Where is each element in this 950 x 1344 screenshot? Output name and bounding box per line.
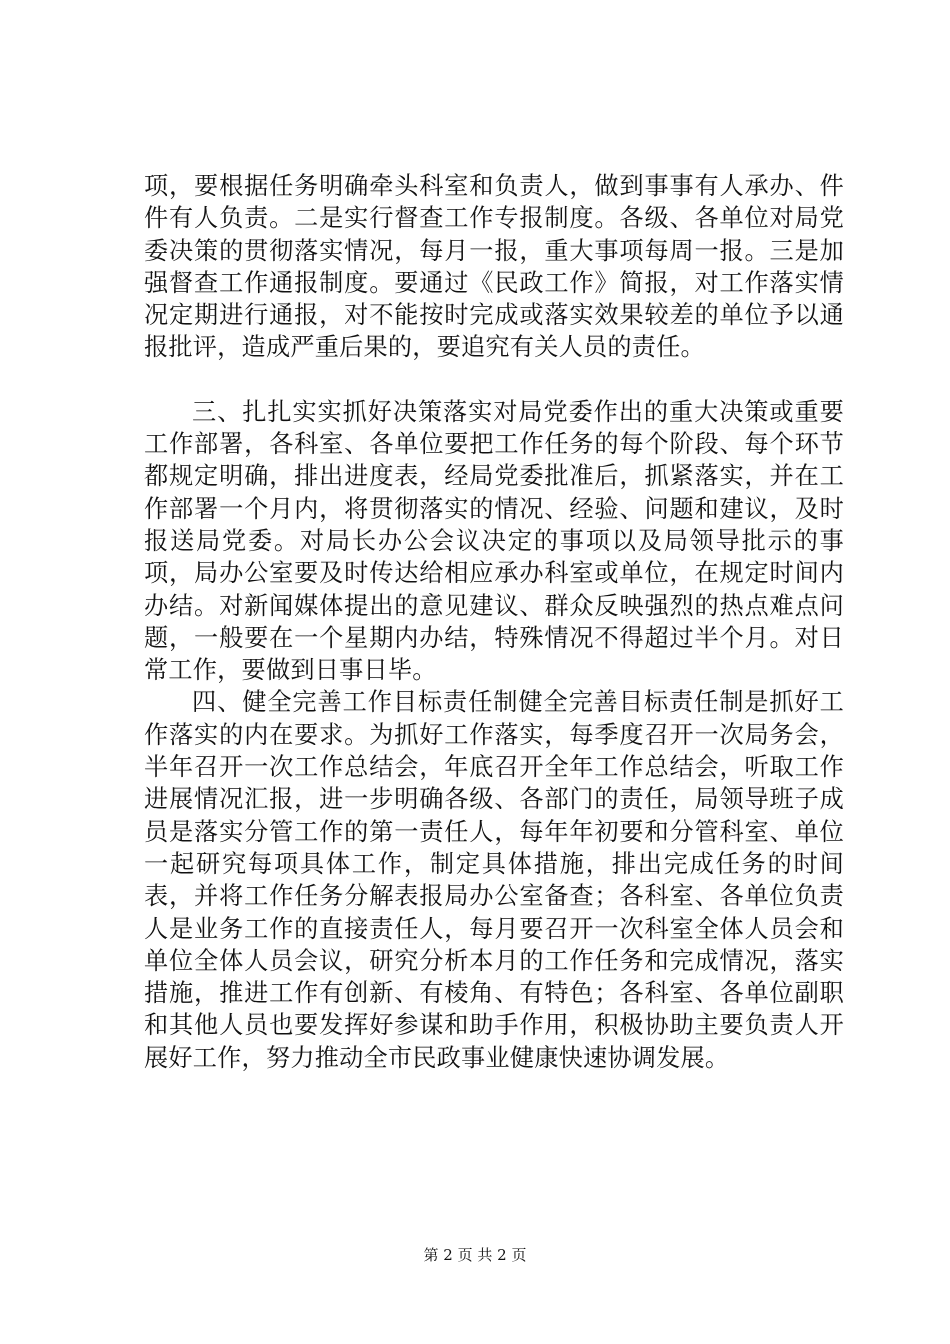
document-body bbox=[144, 170, 844, 1074]
paragraph-gap bbox=[144, 364, 844, 396]
paragraph-section-four: 四、健全完善工作目标责任制健全完善目标责任制是抓好工作落实的内在要求。为抓好工作落实，每季度召开一次局务会，半年召开一次工作总结会，年底召开全年工作总结会，听取工作进展情况汇报，进一步明确各级、各部门的责任，局领导班子成员是落实分管工作的第一责任人，每年年初要和分管科室、单位一起研究每项具体工作，制定具体措施，排出完成任务的时间表，并将工作任务分解表报局办公室备查；各科室、各单位负责人是业务工作的直接责任人，每月要召开一次科室全体人员会和单位全体人员会议，研究分析本月的工作任务和完成情况，落实措施，推进工作有创新、有棱角、有特色；各科室、各单位副职和其他人员也要发挥好参谋和助手作用，积极协助主要负责人开展好工作，努力推动全市民政事业健康快速协调发展。 bbox=[144, 688, 844, 1072]
paragraph-continued: 项，要根据任务明确牵头科室和负责人，做到事事有人承办、件件有人负责。二是实行督查工作专报制度。各级、各单位对局党委决策的贯彻落实情况，每月一报，重大事项每周一报。三是加强督查工作通报制度。要通过《民政工作》简报，对工作落实情况定期进行通报，对不能按时完成或落实效果较差的单位予以通报批评，造成严重后果的，要追究有关人员的责任。 bbox=[144, 172, 844, 362]
page-number-footer: 第 2 页 共 2 页 bbox=[423, 1246, 527, 1264]
paragraph-section-three: 三、扎扎实实抓好决策落实对局党委作出的重大决策或重要工作部署，各科室、各单位要把工作任务的每个阶段、每个环节都规定明确，排出进度表，经局党委批准后，抓紧落实，并在工作部署一个月内，将贯彻落实的情况、经验、问题和建议，及时报送局党委。对局长办公会议决定的事项以及局领导批示的事项，局办公室要及时传达给相应承办科室或单位，在规定时间内办结。对新闻媒体提出的意见建议、群众反映强烈的热点难点问题，一般要在一个星期内办结，特殊情况不得超过半个月。对日常工作，要做到日事日毕。 bbox=[144, 397, 844, 685]
